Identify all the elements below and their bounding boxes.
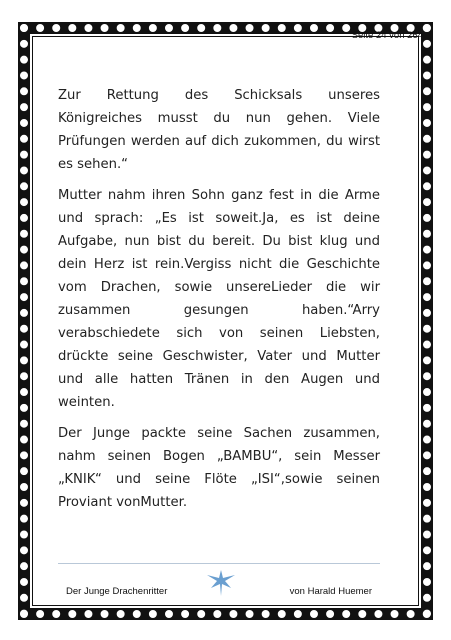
dragon-emblem-icon (203, 566, 239, 598)
footer (58, 578, 380, 600)
paragraph-1: Zur Rettung des Schicksals unseres Königreiches musst du nun gehen. Viele Prüfungen werden auf dich zukommen, du wirst es sehen.“ (58, 88, 380, 172)
book-title: Der Junge Drachenritter (66, 586, 168, 597)
footer-divider (58, 563, 380, 564)
body-text (58, 84, 380, 522)
page-number: Seite 24 von 264 (351, 30, 423, 41)
author: von Harald Huemer (289, 586, 372, 597)
paragraph-2: Mutter nahm ihren Sohn ganz fest in die Arme und sprach: „Es ist soweit.Ja, es ist deine Aufgabe, nun bist du bereit. Du bist klug und dein Herz ist rein.Vergiss nicht die Geschichte vom Drachen, sowie unsereLieder die wir zusammen gesungen haben.“Arry verabschiedete sich von seinen Liebsten, drückte seine Geschwister, Vater und Mutter und alle hatten Tränen in den Augen und weinten. (58, 188, 380, 410)
paragraph-3: Der Junge packte seine Sachen zusammen, nahm seinen Bogen „BAMBU“, sein Messer „KNIK“ und seine Flöte „ISI“,sowie seinen Proviant vonMutter. (58, 426, 380, 510)
